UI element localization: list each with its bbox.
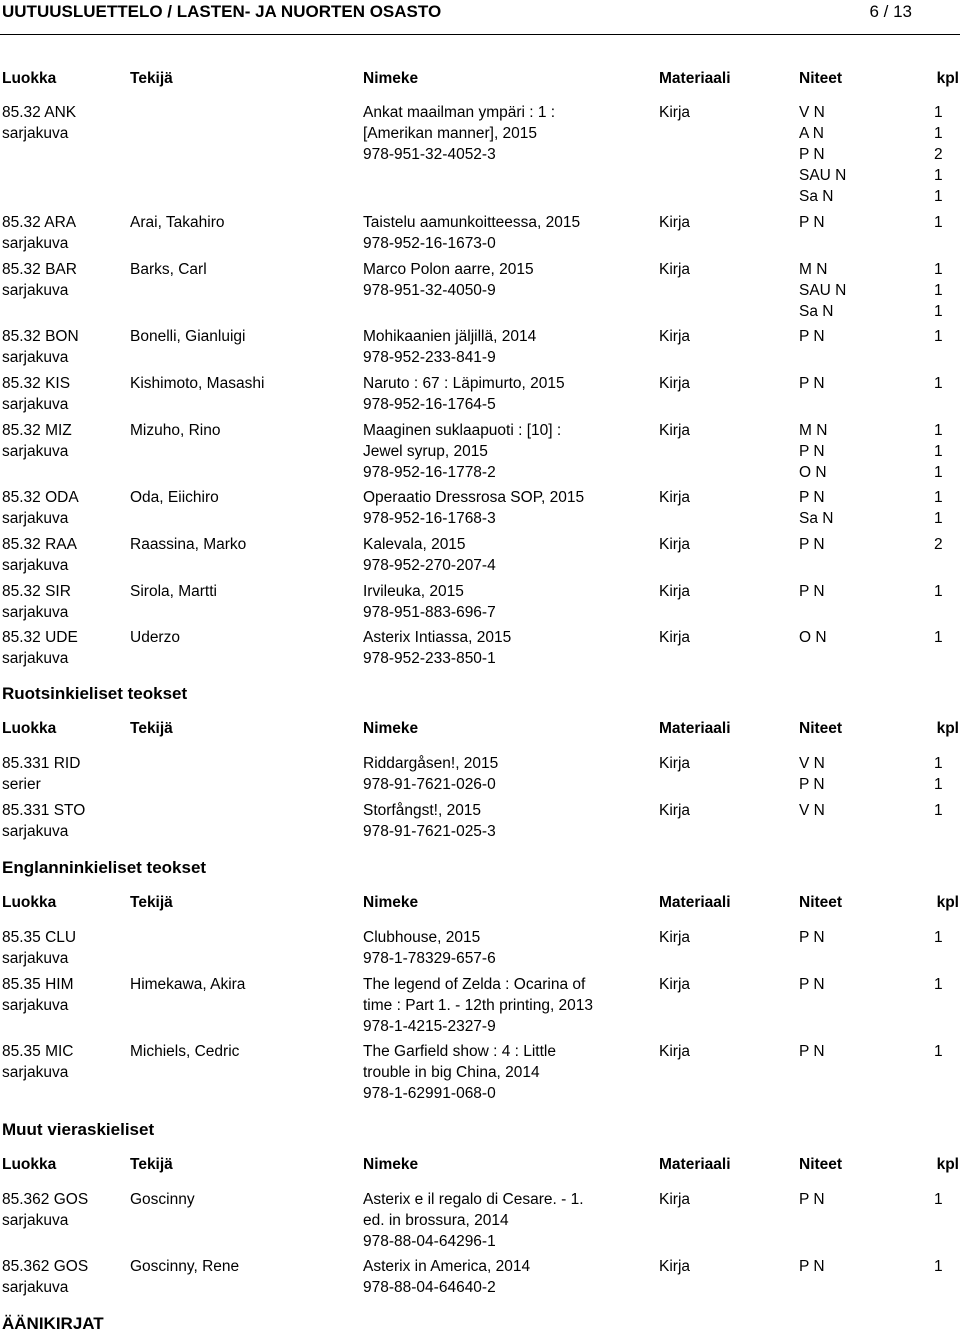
record-material-line: Kirja bbox=[659, 536, 691, 553]
record-count bbox=[934, 373, 943, 394]
record-material-line: Kirja bbox=[659, 422, 691, 439]
record-copies-location-line: P N bbox=[799, 214, 825, 231]
record-class bbox=[2, 974, 74, 1016]
record-author bbox=[130, 1041, 239, 1062]
record-title-line: 978-91-7621-025-3 bbox=[363, 823, 496, 840]
record-class-line: 85.331 RID bbox=[2, 755, 81, 772]
column-header-niteet: Niteet bbox=[799, 894, 843, 911]
record-copies-location-line: P N bbox=[799, 776, 825, 793]
record-material-line: Kirja bbox=[659, 929, 691, 946]
page-header bbox=[0, 2, 960, 22]
record-count-line: 1 bbox=[934, 464, 943, 481]
record-copies-location-line: SAU N bbox=[799, 167, 847, 184]
record-class bbox=[2, 800, 85, 842]
record-class-line: sarjakuva bbox=[2, 604, 69, 621]
record-material-line: Kirja bbox=[659, 104, 691, 121]
record-class-line: 85.32 SIR bbox=[2, 583, 71, 600]
column-header-row bbox=[0, 1156, 960, 1176]
record-material bbox=[659, 102, 690, 123]
record-author bbox=[130, 534, 246, 555]
record-title bbox=[363, 212, 580, 254]
record-count-line: 1 bbox=[934, 282, 943, 299]
record-class bbox=[2, 534, 77, 576]
record-material bbox=[659, 581, 690, 602]
column-header-row bbox=[0, 720, 960, 740]
column-header-materiaali: Materiaali bbox=[659, 720, 731, 737]
column-header-kpl: kpl bbox=[936, 720, 959, 737]
record-count bbox=[934, 259, 943, 322]
record-class-line: sarjakuva bbox=[2, 235, 69, 252]
column-header-tekija: Tekijä bbox=[130, 720, 173, 737]
record-material bbox=[659, 259, 690, 280]
record-title-line: 978-952-16-1768-3 bbox=[363, 510, 496, 527]
column-header-tekija: Tekijä bbox=[130, 70, 173, 87]
record-count-line: 1 bbox=[934, 1043, 943, 1060]
record-class-line: 85.32 BAR bbox=[2, 261, 77, 278]
record-copies-location-line: SAU N bbox=[799, 282, 847, 299]
record-count-line: 1 bbox=[934, 167, 943, 184]
record-count-line: 1 bbox=[934, 375, 943, 392]
record-class-line: sarjakuva bbox=[2, 1064, 69, 1081]
record-class-line: 85.32 KIS bbox=[2, 375, 71, 392]
column-header-niteet: Niteet bbox=[799, 720, 843, 737]
record-title bbox=[363, 420, 561, 483]
record-author bbox=[130, 1256, 239, 1277]
record-class bbox=[2, 373, 70, 415]
record-copies-location-line: P N bbox=[799, 536, 825, 553]
record-copies-location bbox=[799, 627, 827, 648]
record-count-line: 1 bbox=[934, 261, 943, 278]
record-title-line: 978-952-233-850-1 bbox=[363, 650, 496, 667]
record-copies-location bbox=[799, 974, 825, 995]
record-count-line: 1 bbox=[934, 629, 943, 646]
record-count-line: 1 bbox=[934, 422, 943, 439]
record-material bbox=[659, 487, 690, 508]
record-material-line: Kirja bbox=[659, 1258, 691, 1275]
record-title bbox=[363, 927, 496, 969]
record-title-line: 978-951-32-4052-3 bbox=[363, 146, 496, 163]
record-author bbox=[130, 974, 245, 995]
record-author-line: Himekawa, Akira bbox=[130, 976, 246, 993]
record-title-line: Riddargåsen!, 2015 bbox=[363, 755, 499, 772]
column-header-kpl: kpl bbox=[936, 1156, 959, 1173]
record-title-line: 978-951-32-4050-9 bbox=[363, 282, 496, 299]
record-title-line: Asterix in America, 2014 bbox=[363, 1258, 531, 1275]
record-class bbox=[2, 326, 79, 368]
record-copies-location bbox=[799, 753, 825, 795]
record-class-line: 85.35 MIC bbox=[2, 1043, 74, 1060]
record-title-line: Jewel syrup, 2015 bbox=[363, 443, 488, 460]
record-material-line: Kirja bbox=[659, 802, 691, 819]
record-title-line: Maaginen suklaapuoti : [10] : bbox=[363, 422, 562, 439]
record-material bbox=[659, 373, 690, 394]
record-title-line: ed. in brossura, 2014 bbox=[363, 1212, 509, 1229]
column-header-materiaali: Materiaali bbox=[659, 1156, 731, 1173]
record-author bbox=[130, 373, 264, 394]
record-count-line: 1 bbox=[934, 1191, 943, 1208]
record-count bbox=[934, 487, 943, 529]
record-copies-location-line: P N bbox=[799, 929, 825, 946]
record-title bbox=[363, 326, 536, 368]
record-class-line: sarjakuva bbox=[2, 823, 69, 840]
record-count-line: 1 bbox=[934, 1258, 943, 1275]
record-class bbox=[2, 420, 72, 462]
record-count-line: 1 bbox=[934, 443, 943, 460]
record-count bbox=[934, 420, 943, 483]
record-class-line: sarjakuva bbox=[2, 443, 69, 460]
record-title bbox=[363, 627, 511, 669]
record-count-line: 1 bbox=[934, 489, 943, 506]
record-count bbox=[934, 753, 943, 795]
record-material bbox=[659, 974, 690, 995]
record-copies-location-line: V N bbox=[799, 755, 825, 772]
column-header-niteet: Niteet bbox=[799, 70, 843, 87]
record-material bbox=[659, 627, 690, 648]
record-title-line: 978-951-883-696-7 bbox=[363, 604, 496, 621]
record-title-line: 978-91-7621-026-0 bbox=[363, 776, 496, 793]
record-author-line: Uderzo bbox=[130, 629, 180, 646]
record-author bbox=[130, 259, 207, 280]
record-copies-location-line: P N bbox=[799, 1258, 825, 1275]
record-copies-location-line: Sa N bbox=[799, 510, 834, 527]
record-count bbox=[934, 927, 943, 948]
record-copies-location-line: Sa N bbox=[799, 303, 834, 320]
record-author-line: Goscinny, Rene bbox=[130, 1258, 240, 1275]
record-copies-location-line: V N bbox=[799, 104, 825, 121]
column-header-luokka: Luokka bbox=[2, 894, 57, 911]
record-class-line: 85.362 GOS bbox=[2, 1191, 89, 1208]
record-title bbox=[363, 373, 565, 415]
record-count bbox=[934, 800, 943, 821]
record-title-line: Irvileuka, 2015 bbox=[363, 583, 464, 600]
record-count-line: 1 bbox=[934, 929, 943, 946]
record-material-line: Kirja bbox=[659, 755, 691, 772]
record-class bbox=[2, 212, 76, 254]
record-title-line: 978-1-4215-2327-9 bbox=[363, 1018, 496, 1035]
record-count bbox=[934, 534, 943, 555]
record-title-line: Mohikaanien jäljillä, 2014 bbox=[363, 328, 537, 345]
record-material-line: Kirja bbox=[659, 489, 691, 506]
record-count bbox=[934, 1189, 943, 1210]
record-material bbox=[659, 753, 690, 774]
record-count-line: 1 bbox=[934, 776, 943, 793]
record-author bbox=[130, 1189, 195, 1210]
record-title bbox=[363, 487, 584, 529]
record-title bbox=[363, 800, 496, 842]
record-class bbox=[2, 102, 76, 144]
record-title-line: Naruto : 67 : Läpimurto, 2015 bbox=[363, 375, 565, 392]
record-copies-location-line: M N bbox=[799, 422, 828, 439]
record-class-line: sarjakuva bbox=[2, 1279, 69, 1296]
record-author bbox=[130, 627, 180, 648]
page-number: 6 / 13 bbox=[869, 2, 912, 21]
record-class-line: 85.32 ARA bbox=[2, 214, 77, 231]
record-author-line: Goscinny bbox=[130, 1191, 195, 1208]
record-copies-location-line: P N bbox=[799, 1191, 825, 1208]
record-title bbox=[363, 534, 496, 576]
record-title bbox=[363, 581, 496, 623]
record-count-line: 1 bbox=[934, 214, 943, 231]
record-class-line: sarjakuva bbox=[2, 1212, 69, 1229]
record-material-line: Kirja bbox=[659, 328, 691, 345]
record-material-line: Kirja bbox=[659, 214, 691, 231]
record-title-line: Storfångst!, 2015 bbox=[363, 802, 482, 819]
record-title-line: Asterix e il regalo di Cesare. - 1. bbox=[363, 1191, 584, 1208]
record-material-line: Kirja bbox=[659, 1191, 691, 1208]
record-title-line: The Garfield show : 4 : Little bbox=[363, 1043, 556, 1060]
record-author-line: Bonelli, Gianluigi bbox=[130, 328, 246, 345]
column-header-tekija: Tekijä bbox=[130, 1156, 173, 1173]
record-copies-location bbox=[799, 927, 825, 948]
record-title-line: Ankat maailman ympäri : 1 : bbox=[363, 104, 556, 121]
record-class-line: 85.32 ODA bbox=[2, 489, 79, 506]
record-material bbox=[659, 1256, 690, 1277]
record-class-line: serier bbox=[2, 776, 41, 793]
record-copies-location-line: P N bbox=[799, 443, 825, 460]
record-title-line: 978-88-04-64640-2 bbox=[363, 1279, 496, 1296]
header-divider bbox=[0, 34, 960, 35]
record-material bbox=[659, 420, 690, 441]
record-title bbox=[363, 753, 498, 795]
record-title-line: 978-1-78329-657-6 bbox=[363, 950, 496, 967]
record-class bbox=[2, 1256, 88, 1298]
record-material bbox=[659, 326, 690, 347]
record-author bbox=[130, 420, 220, 441]
record-class-line: 85.35 CLU bbox=[2, 929, 77, 946]
section-title: Ruotsinkieliset teokset bbox=[2, 684, 188, 703]
section-title: Englanninkieliset teokset bbox=[2, 858, 207, 877]
record-count bbox=[934, 212, 943, 233]
record-copies-location-line: V N bbox=[799, 802, 825, 819]
record-material-line: Kirja bbox=[659, 261, 691, 278]
record-count-line: 2 bbox=[934, 146, 943, 163]
record-copies-location bbox=[799, 800, 825, 821]
record-title-line: Kalevala, 2015 bbox=[363, 536, 466, 553]
record-count bbox=[934, 1256, 943, 1277]
record-material-line: Kirja bbox=[659, 375, 691, 392]
column-header-materiaali: Materiaali bbox=[659, 894, 731, 911]
record-copies-location-line: P N bbox=[799, 583, 825, 600]
record-title-line: Clubhouse, 2015 bbox=[363, 929, 481, 946]
record-class bbox=[2, 487, 79, 529]
record-class-line: 85.362 GOS bbox=[2, 1258, 89, 1275]
record-title-line: 978-88-04-64296-1 bbox=[363, 1233, 496, 1250]
record-class-line: sarjakuva bbox=[2, 349, 69, 366]
record-copies-location bbox=[799, 373, 825, 394]
column-header-kpl: kpl bbox=[936, 894, 959, 911]
record-count-line: 1 bbox=[934, 104, 943, 121]
record-title bbox=[363, 259, 534, 301]
record-copies-location-line: P N bbox=[799, 146, 825, 163]
record-class bbox=[2, 1189, 88, 1231]
record-author-line: Raassina, Marko bbox=[130, 536, 247, 553]
record-material bbox=[659, 212, 690, 233]
record-count bbox=[934, 1041, 943, 1062]
record-copies-location-line: P N bbox=[799, 976, 825, 993]
record-copies-location-line: M N bbox=[799, 261, 828, 278]
record-author bbox=[130, 326, 245, 347]
record-copies-location bbox=[799, 487, 833, 529]
record-copies-location bbox=[799, 1189, 825, 1210]
record-copies-location-line: P N bbox=[799, 375, 825, 392]
record-copies-location bbox=[799, 581, 825, 602]
column-header-row bbox=[0, 70, 960, 90]
record-title-line: 978-952-16-1764-5 bbox=[363, 396, 496, 413]
record-title-line: 978-952-16-1673-0 bbox=[363, 235, 496, 252]
record-count-line: 1 bbox=[934, 976, 943, 993]
record-material-line: Kirja bbox=[659, 976, 691, 993]
record-count-line: 1 bbox=[934, 188, 943, 205]
record-count-line: 1 bbox=[934, 755, 943, 772]
record-author-line: Kishimoto, Masashi bbox=[130, 375, 265, 392]
record-count-line: 1 bbox=[934, 303, 943, 320]
record-count-line: 1 bbox=[934, 510, 943, 527]
column-header-row bbox=[0, 894, 960, 914]
record-material-line: Kirja bbox=[659, 1043, 691, 1060]
record-title-line: Asterix Intiassa, 2015 bbox=[363, 629, 512, 646]
record-material-line: Kirja bbox=[659, 583, 691, 600]
record-copies-location bbox=[799, 1041, 825, 1062]
record-class-line: 85.32 RAA bbox=[2, 536, 77, 553]
record-material bbox=[659, 927, 690, 948]
record-title bbox=[363, 102, 555, 165]
record-class-line: 85.32 MIZ bbox=[2, 422, 72, 439]
record-material-line: Kirja bbox=[659, 629, 691, 646]
column-header-tekija: Tekijä bbox=[130, 894, 173, 911]
record-title bbox=[363, 1189, 584, 1252]
record-count-line: 1 bbox=[934, 583, 943, 600]
record-title-line: trouble in big China, 2014 bbox=[363, 1064, 540, 1081]
section-title: ÄÄNIKIRJAT bbox=[2, 1314, 104, 1333]
record-material bbox=[659, 1189, 690, 1210]
record-count bbox=[934, 974, 943, 995]
record-title-line: Taistelu aamunkoitteessa, 2015 bbox=[363, 214, 581, 231]
record-class bbox=[2, 581, 71, 623]
record-author-line: Barks, Carl bbox=[130, 261, 207, 278]
column-header-kpl: kpl bbox=[936, 70, 959, 87]
record-material bbox=[659, 800, 690, 821]
column-header-nimeke: Nimeke bbox=[363, 720, 419, 737]
record-copies-location-line: Sa N bbox=[799, 188, 834, 205]
record-title-line: 978-952-233-841-9 bbox=[363, 349, 496, 366]
record-class bbox=[2, 753, 80, 795]
record-class-line: sarjakuva bbox=[2, 396, 69, 413]
record-author bbox=[130, 212, 224, 233]
record-class-line: 85.32 BON bbox=[2, 328, 79, 345]
record-title-line: 978-952-16-1778-2 bbox=[363, 464, 496, 481]
record-title-line: Marco Polon aarre, 2015 bbox=[363, 261, 534, 278]
record-class bbox=[2, 927, 76, 969]
record-author-line: Arai, Takahiro bbox=[130, 214, 225, 231]
record-material bbox=[659, 534, 690, 555]
record-author-line: Sirola, Martti bbox=[130, 583, 217, 600]
record-title-line: The legend of Zelda : Ocarina of bbox=[363, 976, 586, 993]
record-class bbox=[2, 627, 78, 669]
record-class bbox=[2, 1041, 74, 1083]
record-title-line: Operaatio Dressrosa SOP, 2015 bbox=[363, 489, 585, 506]
record-title-line: [Amerikan manner], 2015 bbox=[363, 125, 538, 142]
record-copies-location-line: A N bbox=[799, 125, 824, 142]
record-copies-location bbox=[799, 326, 825, 347]
section-title: Muut vieraskieliset bbox=[2, 1120, 155, 1139]
record-author-line: Michiels, Cedric bbox=[130, 1043, 240, 1060]
record-material bbox=[659, 1041, 690, 1062]
record-copies-location-line: P N bbox=[799, 1043, 825, 1060]
record-count-line: 1 bbox=[934, 328, 943, 345]
record-copies-location bbox=[799, 259, 846, 322]
record-count bbox=[934, 102, 943, 207]
record-copies-location-line: P N bbox=[799, 328, 825, 345]
record-class-line: sarjakuva bbox=[2, 650, 69, 667]
record-class-line: sarjakuva bbox=[2, 997, 69, 1014]
record-class-line: sarjakuva bbox=[2, 510, 69, 527]
record-class-line: sarjakuva bbox=[2, 557, 69, 574]
record-copies-location bbox=[799, 212, 825, 233]
record-author-line: Mizuho, Rino bbox=[130, 422, 221, 439]
column-header-nimeke: Nimeke bbox=[363, 1156, 419, 1173]
record-title-line: time : Part 1. - 12th printing, 2013 bbox=[363, 997, 594, 1014]
record-class-line: 85.32 ANK bbox=[2, 104, 77, 121]
record-count-line: 2 bbox=[934, 536, 943, 553]
column-header-luokka: Luokka bbox=[2, 1156, 57, 1173]
record-copies-location-line: O N bbox=[799, 464, 827, 481]
record-copies-location bbox=[799, 1256, 825, 1277]
record-copies-location bbox=[799, 102, 846, 207]
record-copies-location bbox=[799, 534, 825, 555]
record-count bbox=[934, 581, 943, 602]
page-title: UUTUUSLUETTELO / LASTEN- JA NUORTEN OSASTO bbox=[2, 2, 442, 21]
record-class-line: sarjakuva bbox=[2, 125, 69, 142]
record-copies-location-line: O N bbox=[799, 629, 827, 646]
record-title-line: 978-1-62991-068-0 bbox=[363, 1085, 496, 1102]
record-count bbox=[934, 326, 943, 347]
record-title bbox=[363, 1041, 556, 1104]
record-class-line: sarjakuva bbox=[2, 282, 69, 299]
record-author bbox=[130, 487, 219, 508]
record-count bbox=[934, 627, 943, 648]
column-header-niteet: Niteet bbox=[799, 1156, 843, 1173]
record-author-line: Oda, Eiichiro bbox=[130, 489, 219, 506]
record-count-line: 1 bbox=[934, 802, 943, 819]
record-class-line: sarjakuva bbox=[2, 950, 69, 967]
record-copies-location-line: P N bbox=[799, 489, 825, 506]
column-header-luokka: Luokka bbox=[2, 70, 57, 87]
record-count-line: 1 bbox=[934, 125, 943, 142]
record-title bbox=[363, 1256, 530, 1298]
column-header-nimeke: Nimeke bbox=[363, 894, 419, 911]
record-author bbox=[130, 581, 217, 602]
column-header-luokka: Luokka bbox=[2, 720, 57, 737]
record-title bbox=[363, 974, 593, 1037]
record-title-line: 978-952-270-207-4 bbox=[363, 557, 496, 574]
record-class-line: 85.35 HIM bbox=[2, 976, 74, 993]
record-class bbox=[2, 259, 77, 301]
column-header-materiaali: Materiaali bbox=[659, 70, 731, 87]
record-class-line: 85.32 UDE bbox=[2, 629, 78, 646]
column-header-nimeke: Nimeke bbox=[363, 70, 419, 87]
record-copies-location bbox=[799, 420, 827, 483]
record-class-line: 85.331 STO bbox=[2, 802, 86, 819]
